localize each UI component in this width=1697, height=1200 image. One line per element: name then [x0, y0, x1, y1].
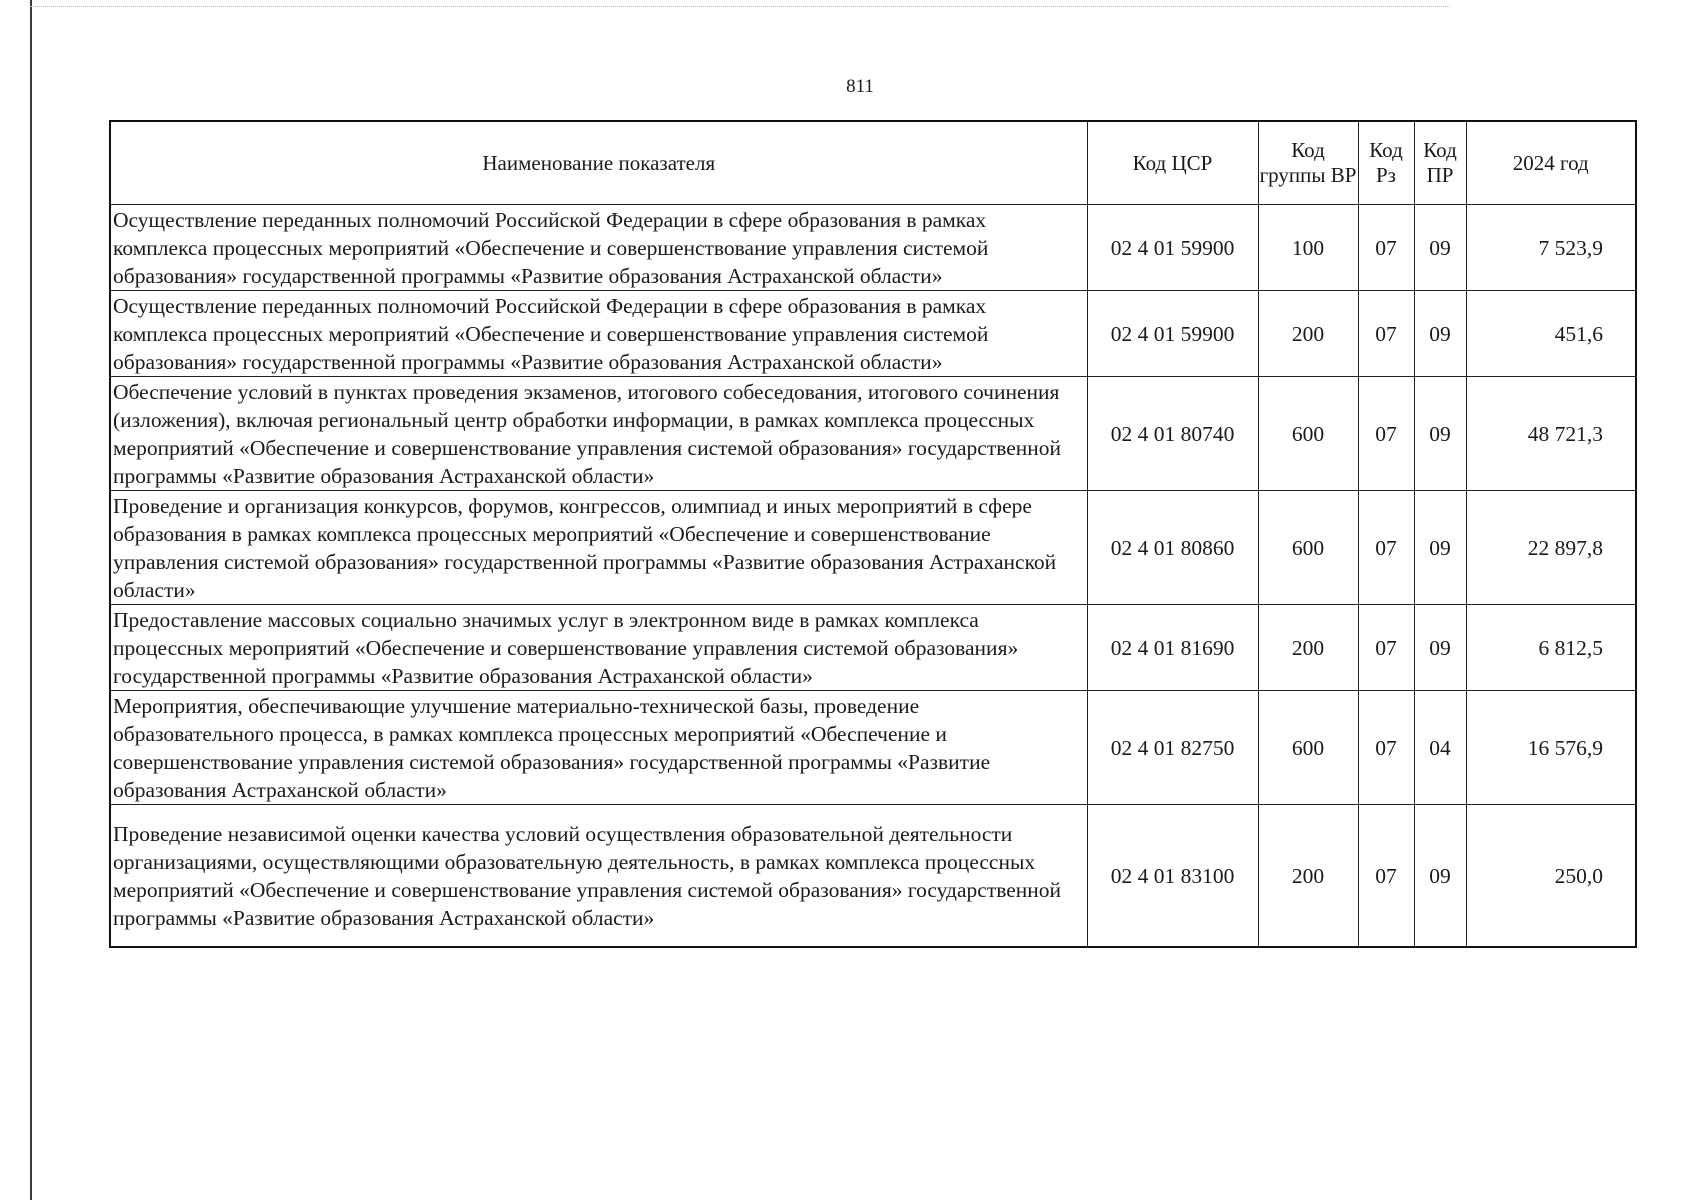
header-rz-code: Код Рз: [1358, 121, 1414, 205]
row-amount: 250,0: [1466, 805, 1636, 948]
row-amount: 16 576,9: [1466, 691, 1636, 805]
row-amount: 7 523,9: [1466, 205, 1636, 291]
row-pr-code: 09: [1414, 805, 1466, 948]
table-row: [110, 291, 1636, 377]
row-pr-code: 09: [1414, 377, 1466, 491]
row-name: Мероприятия, обеспечивающие улучшение материально-технической базы, проведение образовательного процесса, в рамках комплекса процессных мероприятий «Обеспечение и совершенствование управления системой образования» государственной программы «Развитие образования Астраханской области»: [110, 691, 1087, 805]
row-csr-code: 02 4 01 82750: [1087, 691, 1258, 805]
row-csr-code: 02 4 01 83100: [1087, 805, 1258, 948]
row-rz-code: 07: [1358, 205, 1414, 291]
row-vr-code: 200: [1258, 605, 1358, 691]
row-csr-code: 02 4 01 80860: [1087, 491, 1258, 605]
row-name: Проведение независимой оценки качества условий осуществления образовательной деятельности организациями, осуществляющими образовательную деятельность, в рамках комплекса процессных мероприятий «Обеспечение и совершенствование управления системой образования» государственной программы «Развитие образования Астраханской области»: [110, 805, 1087, 948]
row-pr-code: 09: [1414, 491, 1466, 605]
row-csr-code: 02 4 01 59900: [1087, 205, 1258, 291]
scan-left-edge: [30, 0, 32, 1200]
row-amount: 22 897,8: [1466, 491, 1636, 605]
table-row: [110, 691, 1636, 805]
row-vr-code: 600: [1258, 491, 1358, 605]
header-vr-code: Код группы ВР: [1258, 121, 1358, 205]
row-vr-code: 200: [1258, 805, 1358, 948]
table-row: [110, 205, 1636, 291]
table-row: [110, 805, 1636, 948]
row-name: Осуществление переданных полномочий Российской Федерации в сфере образования в рамках комплекса процессных мероприятий «Обеспечение и совершенствование управления системой образования» государственной программы «Развитие образования Астраханской области»: [110, 205, 1087, 291]
row-amount: 451,6: [1466, 291, 1636, 377]
row-csr-code: 02 4 01 59900: [1087, 291, 1258, 377]
row-rz-code: 07: [1358, 491, 1414, 605]
header-csr-code: Код ЦСР: [1087, 121, 1258, 205]
row-csr-code: 02 4 01 81690: [1087, 605, 1258, 691]
row-pr-code: 09: [1414, 605, 1466, 691]
budget-table: [109, 120, 1637, 948]
row-amount: 6 812,5: [1466, 605, 1636, 691]
row-csr-code: 02 4 01 80740: [1087, 377, 1258, 491]
row-vr-code: 200: [1258, 291, 1358, 377]
row-name: Обеспечение условий в пунктах проведения экзаменов, итогового собеседования, итогового сочинения (изложения), включая региональный центр обработки информации, в рамках комплекса процессных мероприятий «Обеспечение и совершенствование управления системой образования» государственной программы «Развитие образования Астраханской области»: [110, 377, 1087, 491]
row-name: Осуществление переданных полномочий Российской Федерации в сфере образования в рамках комплекса процессных мероприятий «Обеспечение и совершенствование управления системой образования» государственной программы «Развитие образования Астраханской области»: [110, 291, 1087, 377]
row-pr-code: 09: [1414, 205, 1466, 291]
row-vr-code: 600: [1258, 691, 1358, 805]
header-pr-code: Код ПР: [1414, 121, 1466, 205]
header-name: Наименование показателя: [110, 121, 1087, 205]
row-rz-code: 07: [1358, 605, 1414, 691]
scan-top-edge: [30, 6, 1450, 7]
row-vr-code: 600: [1258, 377, 1358, 491]
table-header-row: [110, 121, 1636, 205]
row-pr-code: 04: [1414, 691, 1466, 805]
header-year-2024: 2024 год: [1466, 121, 1636, 205]
row-rz-code: 07: [1358, 805, 1414, 948]
page-number: 811: [846, 76, 874, 97]
row-pr-code: 09: [1414, 291, 1466, 377]
row-rz-code: 07: [1358, 691, 1414, 805]
row-vr-code: 100: [1258, 205, 1358, 291]
row-name: Предоставление массовых социально значимых услуг в электронном виде в рамках комплекса процессных мероприятий «Обеспечение и совершенствование управления системой образования» государственной программы «Развитие образования Астраханской области»: [110, 605, 1087, 691]
table-row: [110, 377, 1636, 491]
row-name: Проведение и организация конкурсов, форумов, конгрессов, олимпиад и иных мероприятий в сфере образования в рамках комплекса процессных мероприятий «Обеспечение и совершенствование управления системой образования» государственной программы «Развитие образования Астраханской области»: [110, 491, 1087, 605]
row-rz-code: 07: [1358, 291, 1414, 377]
row-amount: 48 721,3: [1466, 377, 1636, 491]
row-rz-code: 07: [1358, 377, 1414, 491]
table-row: [110, 605, 1636, 691]
table-row: [110, 491, 1636, 605]
